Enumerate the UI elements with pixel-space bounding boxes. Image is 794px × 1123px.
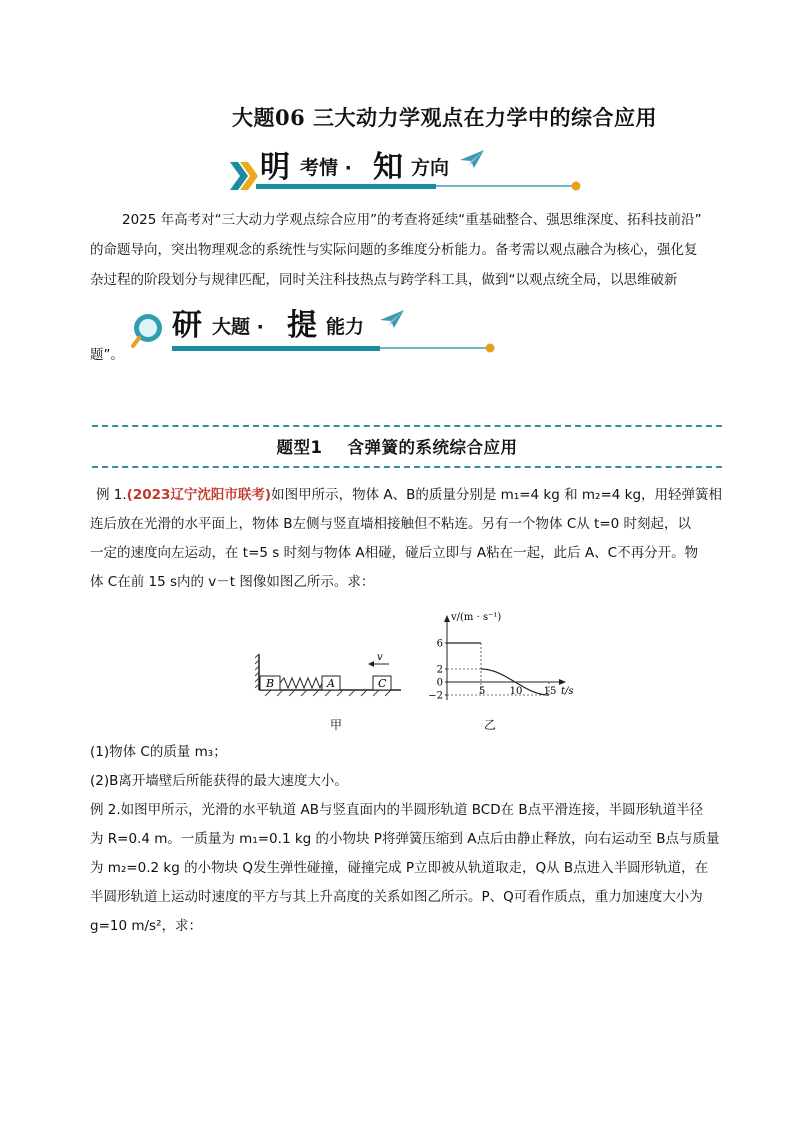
example-1 [90, 481, 724, 597]
y-axis-arrow [444, 615, 450, 622]
example-2-line-1: 例 2.如图甲所示，光滑的水平轨道 AB与竖直面内的半圆形轨道 BCD在 B点平滑连接，半圆形轨道半径 [90, 802, 704, 818]
divider-bottom [92, 466, 722, 468]
velocity-label: v [377, 652, 383, 663]
x-tick-label: 5 [478, 686, 486, 697]
y-tick-label: 0 [436, 677, 443, 689]
example-1-prefix: 例 1. [96, 487, 127, 503]
banner-text-exam: 考情 · [300, 157, 359, 179]
y-tick-label: −2 [428, 690, 443, 702]
paper-plane-icon [380, 310, 404, 328]
example-1-questions [90, 738, 724, 796]
figure-vt-graph [425, 610, 585, 710]
block-c-label: C [378, 677, 387, 690]
example-2 [90, 796, 724, 941]
example-2-line-2: 为 R=0.4 m。一质量为 m₁=0.1 kg 的小物块 P将弹簧压缩到 A点后由静止释放，向右运动至 B点与质量 [90, 831, 720, 847]
example-2-line-3: 为 m₂=0.2 kg 的小物块 Q发生弹性碰撞，碰撞完成 P立即被从轨道取走，Q从 B点进入半圆形轨道，在 [90, 860, 709, 876]
x-axis-label: t/s [561, 686, 574, 697]
figure-a-caption: 甲 [330, 718, 343, 732]
banner-char-ti: 提 [287, 308, 317, 343]
x-tick-label: 15 [543, 686, 557, 697]
figure-spring-system [255, 652, 405, 702]
example-1-line-1-text: 如图甲所示，物体 A、B的质量分别是 m₁=4 kg 和 m₂=4 kg，用轻弹簧相 [271, 487, 723, 503]
section-banner-exam-trend [230, 140, 590, 192]
figure-b-caption: 乙 [484, 718, 497, 732]
example-2-line-4: 半圆形轨道上运动时速度的平方与其上升高度的关系如图乙所示。P、Q可看作质点，重力加速度大小为 [90, 889, 703, 905]
example-1-line-2: 连后放在光滑的水平面上，物体 B左侧与竖直墙相接触但不粘连。另有一个物体 C从 t=0 时刻起，以 [90, 516, 692, 532]
spring [280, 678, 322, 688]
block-a-label: A [327, 677, 335, 690]
divider-top [92, 425, 722, 427]
banner-char-yan: 研 [172, 308, 202, 343]
question-1: (1)物体 C的质量 m₃； [90, 744, 227, 760]
intro-paragraph [90, 205, 724, 295]
intro-line-2: 的命题导向，突出物理观念的系统性与实际问题的多维度分析能力。备考需以观点融合为核心，强化复 [90, 242, 698, 258]
banner-text-direction: 方向 [411, 157, 450, 179]
x-tick-label: 10 [509, 686, 523, 697]
banner-char-zhi: 知 [373, 150, 403, 185]
y-tick-label: 6 [436, 638, 443, 650]
example-1-line-1 [90, 481, 724, 510]
y-axis-label: v/(m · s⁻¹) [451, 612, 502, 623]
paper-plane-icon [460, 150, 484, 168]
page-title: 大题06 三大动力学观点在力学中的综合应用 [232, 105, 658, 130]
intro-line-3: 杂过程的阶段划分与规律匹配，同时关注科技热点与跨学科工具，做到“以观点统全局，以思维破新 [90, 272, 678, 288]
x-axis-arrow [559, 679, 566, 685]
banner-char-ming: 明 [260, 150, 290, 185]
example-1-source: (2023辽宁沈阳市联考) [126, 487, 272, 503]
y-tick-label: 2 [436, 664, 443, 676]
intro-line-4: 题”。 [90, 347, 124, 363]
banner-text-big-question: 大题 · [212, 316, 271, 338]
intro-line-4-block [90, 340, 724, 370]
banner-text-ability: 能力 [326, 316, 365, 338]
example-1-line-4: 体 C在前 15 s内的 v－t 图像如图乙所示。求： [90, 574, 375, 590]
question-type-title: 题型1 含弹簧的系统综合应用 [276, 438, 518, 457]
example-1-line-3: 一定的速度向左运动，在 t=5 s 时刻与物体 A相碰，碰后立即与 A粘在一起，此后 A、C不再分开。物 [90, 545, 699, 561]
example-2-line-5: g=10 m/s²，求： [90, 918, 202, 934]
block-b-label: B [266, 677, 275, 690]
question-2: (2)B离开墙壁后所能获得的最大速度大小。 [90, 773, 348, 789]
intro-line-1: 2025 年高考对“三大动力学观点综合应用”的考查将延续“重基础整合、强思维深度、拓科技前沿” [122, 212, 702, 228]
